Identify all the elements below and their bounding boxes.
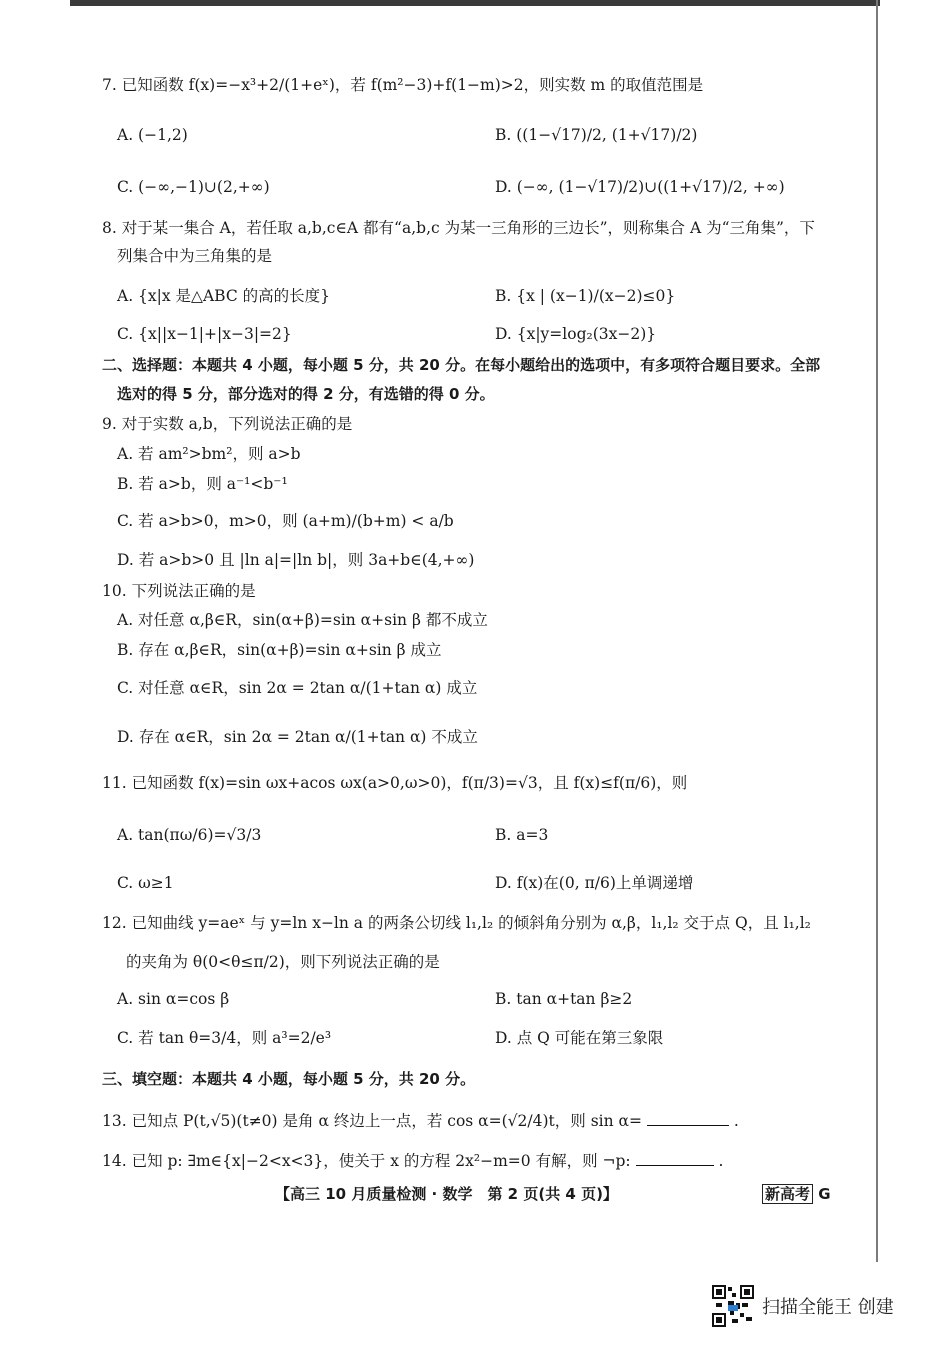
q8-stem-line2: 列集合中为三角集的是 bbox=[117, 247, 273, 265]
q12-option-c: C. 若 tan θ=3/4，则 a³=2/e³ bbox=[117, 1029, 332, 1047]
q12-stem-line1: 12. 已知曲线 y=aeˣ 与 y=ln x−ln a 的两条公切线 l₁,l₂ 的倾斜角分别为 α,β，l₁,l₂ 交于点 Q，且 l₁,l₂ bbox=[102, 914, 811, 932]
q11-option-b: B. a=3 bbox=[495, 826, 549, 844]
q7-option-c: C. (−∞,−1)∪(2,+∞) bbox=[117, 178, 270, 196]
q9-option-b: B. 若 a>b，则 a⁻¹<b⁻¹ bbox=[117, 475, 288, 493]
q14 bbox=[102, 1150, 723, 1172]
page-footer-tag bbox=[762, 1183, 831, 1204]
section3-heading: 三、填空题：本题共 4 小题，每小题 5 分，共 20 分。 bbox=[102, 1070, 476, 1088]
q13-answer-blank[interactable] bbox=[647, 1111, 729, 1126]
q10-stem: 10. 下列说法正确的是 bbox=[102, 582, 256, 600]
scanner-watermark: 扫描全能王 创建 bbox=[762, 1297, 894, 1318]
q10-option-d: D. 存在 α∈R，sin 2α = 2tan α/(1+tan α) 不成立 bbox=[117, 728, 478, 746]
q8-option-b: B. {x | (x−1)/(x−2)≤0} bbox=[495, 287, 676, 305]
q7-option-d: D. (−∞, (1−√17)/2)∪((1+√17)/2, +∞) bbox=[495, 178, 785, 196]
q13-period: . bbox=[733, 1112, 739, 1130]
q13 bbox=[102, 1110, 739, 1132]
q7-option-a: A. (−1,2) bbox=[117, 126, 188, 144]
q14-answer-blank[interactable] bbox=[636, 1151, 714, 1166]
q13-text: 13. 已知点 P(t,√5)(t≠0) 是角 α 终边上一点，若 cos α=(√2/4)t，则 sin α= bbox=[102, 1112, 642, 1130]
q10-option-c: C. 对任意 α∈R，sin 2α = 2tan α/(1+tan α) 成立 bbox=[117, 679, 478, 697]
q10-option-a: A. 对任意 α,β∈R，sin(α+β)=sin α+sin β 都不成立 bbox=[117, 611, 488, 629]
q7-stem: 7. 已知函数 f(x)=−x³+2/(1+eˣ)，若 f(m²−3)+f(1−m)>2，则实数 m 的取值范围是 bbox=[102, 76, 704, 94]
section2-heading-line1: 二、选择题：本题共 4 小题，每小题 5 分，共 20 分。在每小题给出的选项中，有多项符合题目要求。全部 bbox=[102, 356, 821, 374]
q11-stem: 11. 已知函数 f(x)=sin ωx+acos ωx(a>0,ω>0)，f(π/3)=√3，且 f(x)≤f(π/6)，则 bbox=[102, 774, 688, 792]
q11-option-d: D. f(x)在(0, π/6)上单调递增 bbox=[495, 874, 694, 892]
q12-option-a: A. sin α=cos β bbox=[117, 990, 230, 1008]
exam-type-badge: 新高考 bbox=[762, 1184, 813, 1204]
q10-option-b: B. 存在 α,β∈R，sin(α+β)=sin α+sin β 成立 bbox=[117, 641, 442, 659]
q11-option-c: C. ω≥1 bbox=[117, 874, 174, 892]
q8-option-c: C. {x||x−1|+|x−3|=2} bbox=[117, 325, 292, 343]
q14-text: 14. 已知 p: ∃m∈{x|−2<x<3}，使关于 x 的方程 2x²−m=0 有解，则 ¬p: bbox=[102, 1152, 631, 1170]
q8-stem-line1: 8. 对于某一集合 A，若任取 a,b,c∈A 都有“a,b,c 为某一三角形的三边长”，则称集合 A 为“三角集”，下 bbox=[102, 219, 815, 237]
q12-stem-line2: 的夹角为 θ(0<θ≤π/2)，则下列说法正确的是 bbox=[126, 953, 440, 971]
q7-option-b: B. ((1−√17)/2, (1+√17)/2) bbox=[495, 126, 698, 144]
q9-option-a: A. 若 am²>bm²，则 a>b bbox=[117, 445, 301, 463]
qr-code-icon bbox=[712, 1285, 754, 1327]
q11-option-a: A. tan(πω/6)=√3/3 bbox=[117, 826, 262, 844]
q12-option-b: B. tan α+tan β≥2 bbox=[495, 990, 633, 1008]
section2-heading-line2: 选对的得 5 分，部分选对的得 2 分，有选错的得 0 分。 bbox=[117, 385, 495, 403]
q8-option-a: A. {x|x 是△ABC 的高的长度} bbox=[117, 287, 330, 305]
q9-option-d: D. 若 a>b>0 且 |ln a|=|ln b|，则 3a+b∈(4,+∞) bbox=[117, 551, 475, 569]
q9-option-c: C. 若 a>b>0，m>0，则 (a+m)/(b+m) < a/b bbox=[117, 512, 454, 530]
exam-version-letter: G bbox=[818, 1185, 831, 1203]
q8-option-d: D. {x|y=log₂(3x−2)} bbox=[495, 325, 657, 343]
page-footer-title: 【高三 10 月质量检测 · 数学 第 2 页(共 4 页)】 bbox=[275, 1185, 618, 1203]
q12-option-d: D. 点 Q 可能在第三象限 bbox=[495, 1029, 664, 1047]
q14-period: . bbox=[718, 1152, 724, 1170]
q9-stem: 9. 对于实数 a,b，下列说法正确的是 bbox=[102, 415, 353, 433]
